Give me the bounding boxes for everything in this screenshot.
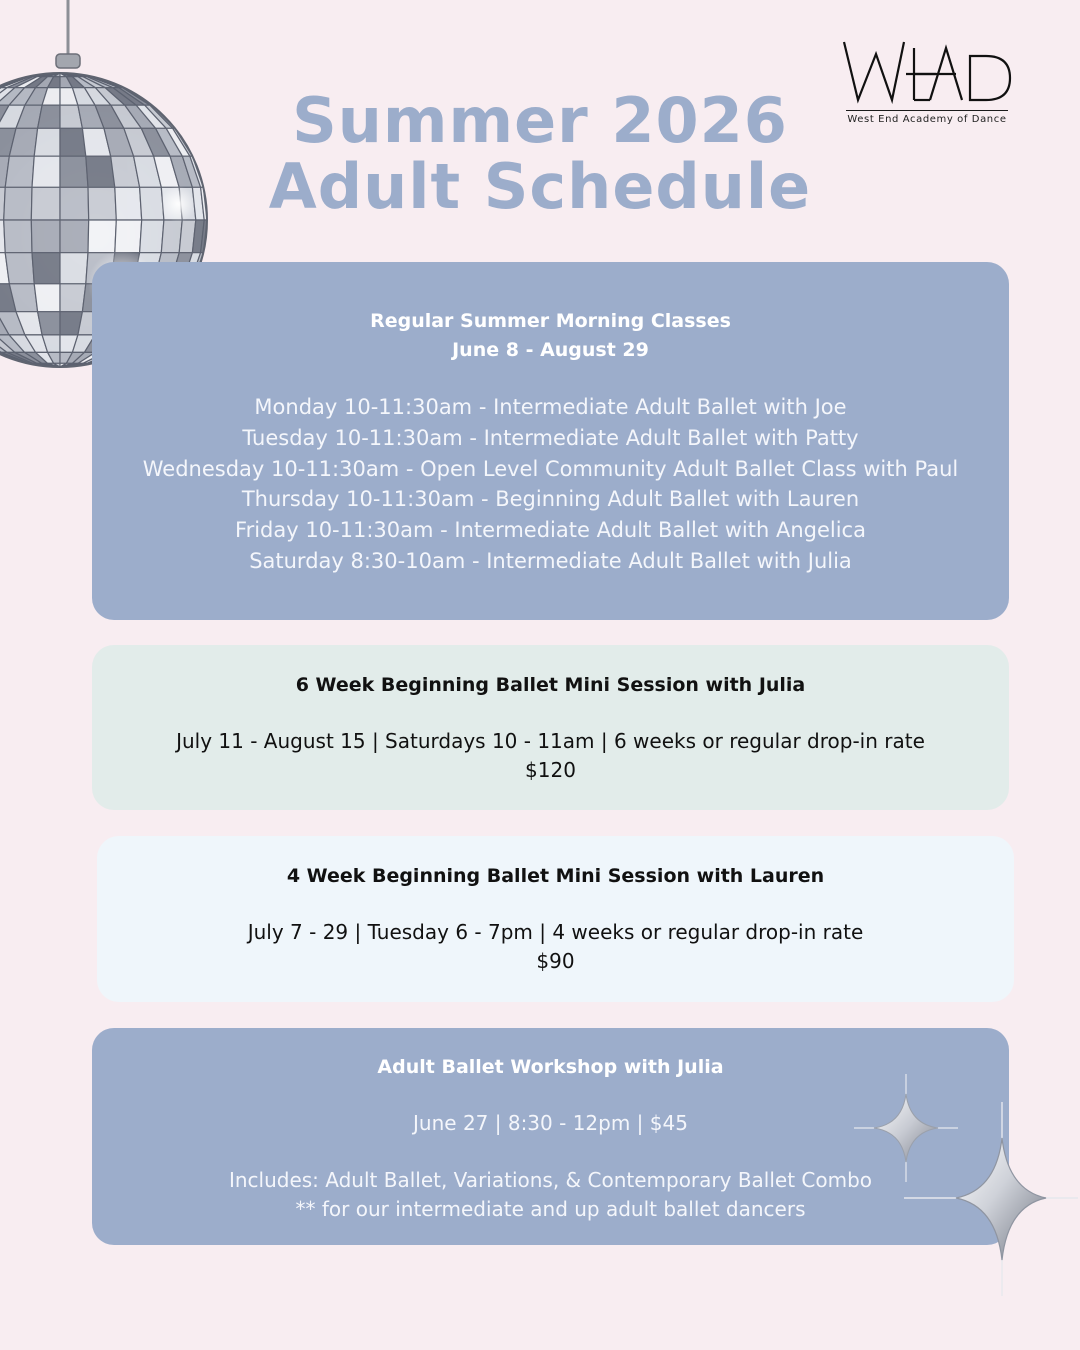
four-week-info	[97, 918, 1014, 976]
page-title	[200, 84, 880, 223]
class-line: Wednesday 10-11:30am - Open Level Community Adult Ballet Class with Paul	[142, 456, 959, 481]
four-week-price: $90	[536, 949, 575, 973]
morning-class-list	[92, 392, 1009, 577]
morning-heading: Regular Summer Morning Classes	[370, 310, 731, 332]
four-week-session-panel	[97, 836, 1014, 1002]
workshop-note: ** for our intermediate and up adult ballet dancers	[295, 1197, 806, 1221]
logo-subtitle: West End Academy of Dance	[847, 114, 1007, 125]
class-line: Friday 10-11:30am - Intermediate Adult Ballet with Angelica	[235, 518, 866, 543]
six-week-price: $120	[525, 758, 576, 782]
class-line: Tuesday 10-11:30am - Intermediate Adult Ballet with Patty	[242, 425, 859, 450]
title-line-2: Adult Schedule	[268, 150, 812, 223]
six-week-session-panel	[92, 645, 1009, 810]
six-week-heading: 6 Week Beginning Ballet Mini Session with Julia	[295, 674, 806, 696]
morning-dates: June 8 - August 29	[452, 339, 649, 361]
workshop-details: June 27 | 8:30 - 12pm | $45	[413, 1111, 688, 1135]
four-week-details: July 7 - 29 | Tuesday 6 - 7pm | 4 weeks or regular drop-in rate	[247, 920, 864, 944]
four-week-heading: 4 Week Beginning Ballet Mini Session with Lauren	[286, 865, 825, 887]
morning-classes-panel	[92, 262, 1009, 620]
six-week-info	[92, 727, 1009, 785]
class-line: Thursday 10-11:30am - Beginning Adult Ballet with Lauren	[241, 487, 860, 512]
class-line: Monday 10-11:30am - Intermediate Adult Ballet with Joe	[254, 395, 847, 419]
six-week-details: July 11 - August 15 | Saturdays 10 - 11am | 6 weeks or regular drop-in rate	[176, 729, 925, 753]
title-line-1: Summer 2026	[292, 84, 788, 157]
sparkle-icon	[898, 1100, 1080, 1300]
workshop-includes: Includes: Adult Ballet, Variations, & Contemporary Ballet Combo	[228, 1168, 873, 1192]
class-line: Saturday 8:30-10am - Intermediate Adult Ballet with Julia	[249, 548, 852, 573]
workshop-heading: Adult Ballet Workshop with Julia	[377, 1056, 724, 1078]
